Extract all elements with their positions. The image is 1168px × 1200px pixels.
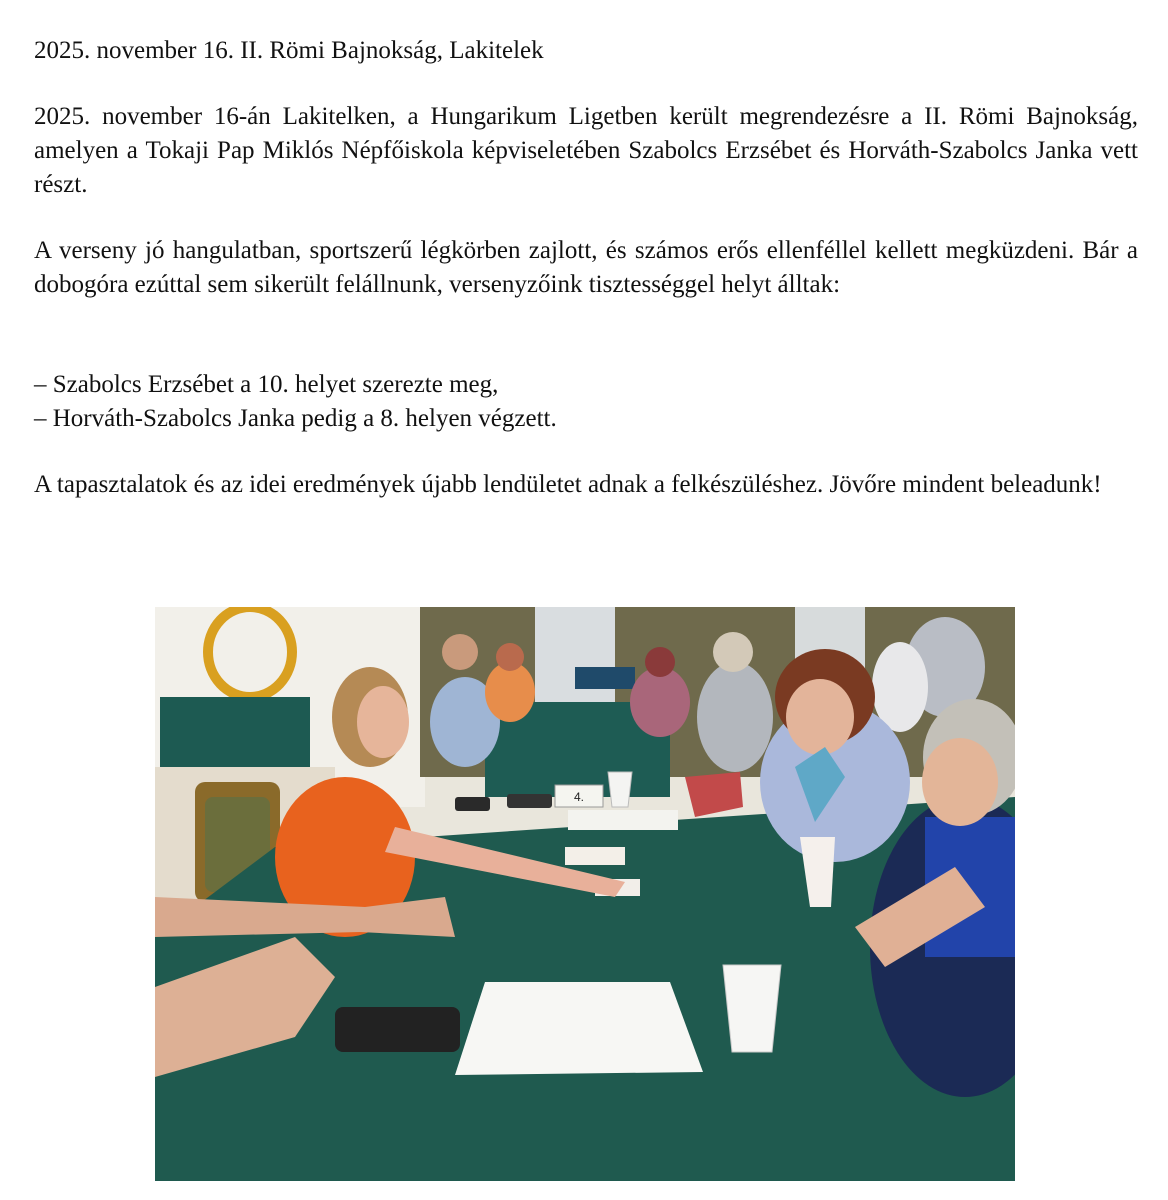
card-game-photo xyxy=(155,607,1015,1181)
paragraph-intro: 2025. november 16-án Lakitelken, a Hungarikum Ligetben került megrendezésre a II. Römi Bajnokság, amelyen a Tokaji Pap Miklós Népfőiskola képviseletében Szabolcs Erzsébet és Horváth-Szabolcs Janka vett részt. xyxy=(34,103,1138,198)
paragraph-closing: A tapasztalatok és az idei eredmények újabb lendületet adnak a felkészüléshez. Jövőre mindent beleadunk! xyxy=(34,471,1102,498)
result-line-2: – Horváth-Szabolcs Janka pedig a 8. helyen végzett. xyxy=(34,405,557,432)
smartphone xyxy=(335,1007,460,1052)
plastic-cup xyxy=(723,965,781,1052)
table-number: 4. xyxy=(573,790,585,804)
score-sheet xyxy=(455,982,703,1075)
result-line-1: – Szabolcs Erzsébet a 10. helyet szerezte meg, xyxy=(34,371,499,398)
document-body xyxy=(34,34,1138,502)
paragraph-competition: A verseny jó hangulatban, sportszerű légkörben zajlott, és számos erős ellenféllel kellett megküzdeni. Bár a dobogóra ezúttal sem sikerült felállnunk, versenyzőink tisztességgel helyt álltak: xyxy=(34,237,1138,298)
document-heading: 2025. november 16. II. Römi Bajnokság, Lakitelek xyxy=(34,37,544,64)
